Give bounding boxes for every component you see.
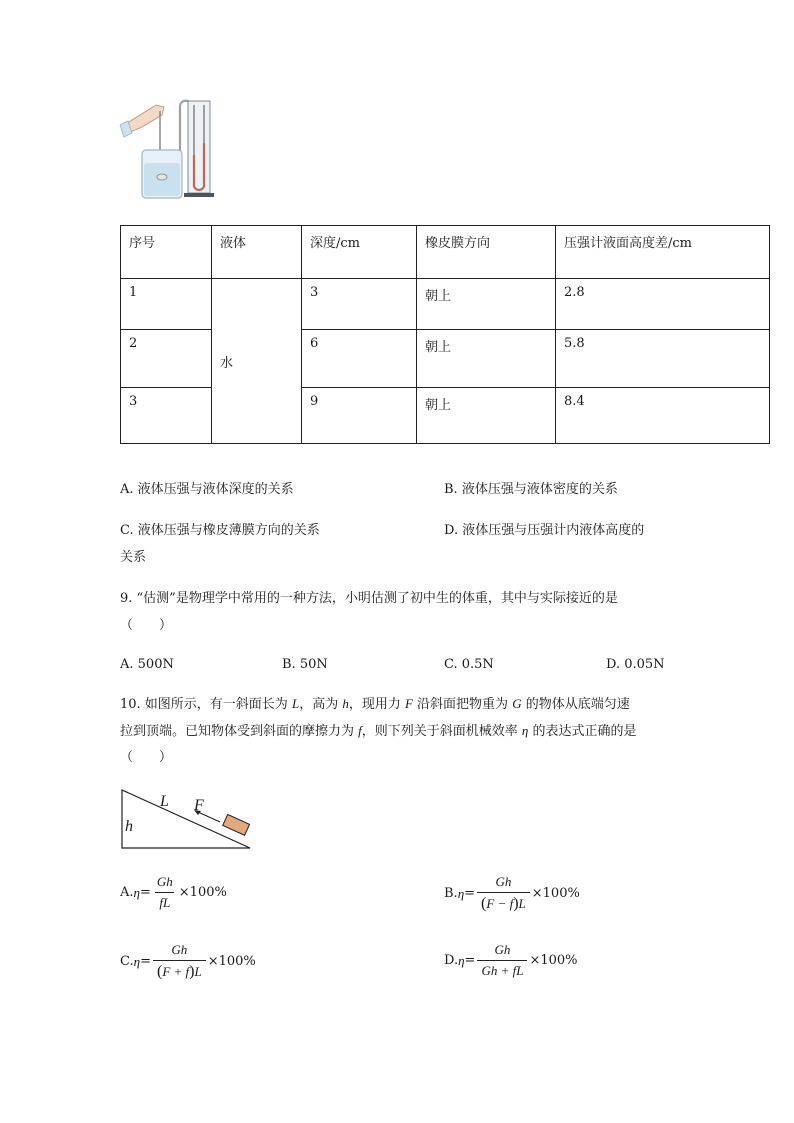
equals-sign: = (464, 953, 476, 968)
var-eta: η (521, 723, 529, 738)
paren-left: ( (156, 963, 163, 980)
var-h: h (342, 696, 349, 711)
incline-plane-figure (118, 788, 258, 852)
fraction (477, 942, 527, 979)
q8-option-d-continued: 关系 (120, 550, 147, 565)
cell-direction: 朝上 (417, 279, 556, 330)
numerator: Gh (495, 874, 512, 889)
q9-option-c: C. 0.5N (444, 657, 494, 672)
percent-suffix: ×100% (207, 954, 256, 969)
cell-depth: 9 (302, 388, 417, 444)
equals-sign: = (139, 885, 151, 900)
denominator-expr: F − f (486, 896, 514, 911)
denominator-tail: L (194, 964, 202, 979)
option-label: C. (120, 954, 134, 969)
q10-option-d (444, 942, 578, 979)
q9-option-b: B. 50N (282, 657, 328, 672)
fraction (153, 874, 177, 911)
paren-right: ) (513, 895, 519, 912)
q10-text: 10. 如图所示，有一斜面长为 (120, 697, 292, 712)
cell-depth: 3 (302, 279, 417, 330)
q8-option-b: B. 液体压强与液体密度的关系 (444, 482, 618, 497)
cell-height: 2.8 (556, 279, 770, 330)
q10-option-b (444, 874, 580, 913)
numerator: Gh (156, 874, 173, 889)
cell-direction: 朝上 (417, 330, 556, 388)
numerator: Gh (494, 942, 511, 957)
equals-sign: = (140, 954, 151, 969)
q10-text: ，则下列关于斜面机械效率 (361, 724, 522, 739)
q9-option-a: A. 500N (120, 657, 174, 672)
option-label: B. (444, 886, 458, 901)
q10-option-c (120, 942, 256, 981)
q10-option-a (120, 874, 227, 911)
q10-text: 拉到顶端。已知物体受到斜面的摩擦力为 (120, 724, 359, 739)
q10-text: 沿斜面把物重为 (412, 697, 513, 712)
q8-option-d: D. 液体压强与压强计内液体高度的 (444, 523, 645, 538)
incline-label-F: F (194, 797, 204, 814)
option-label: A. (120, 885, 134, 900)
incline-label-h: h (125, 818, 133, 835)
manometer-beaker-illustration (118, 95, 228, 205)
option-label: D. (444, 953, 459, 968)
header-index: 序号 (121, 226, 212, 279)
q10-text: ，高为 (299, 697, 343, 712)
q9-answer-blank: （ ） (120, 618, 173, 633)
percent-suffix: ×100% (531, 886, 580, 901)
percent-suffix: ×100% (529, 953, 578, 968)
q10-answer-blank: （ ） (120, 750, 173, 765)
q10-stem-line1 (120, 695, 630, 714)
cell-height: 8.4 (556, 388, 770, 444)
cell-index: 3 (121, 388, 212, 444)
header-liquid: 液体 (212, 226, 302, 279)
q8-option-a: A. 液体压强与液体深度的关系 (120, 482, 294, 497)
q10-text: ，现用力 (348, 697, 405, 712)
fraction (477, 874, 530, 913)
denominator (153, 960, 206, 981)
cell-index: 1 (121, 279, 212, 330)
var-F: F (404, 696, 413, 711)
var-eta: η (457, 885, 465, 901)
cell-height: 5.8 (556, 330, 770, 388)
header-height-difference: 压强计液面高度差/cm (556, 226, 770, 279)
q9-stem: 9. “估测”是物理学中常用的一种方法，小明估测了初中生的体重，其中与实际接近的是 (120, 591, 618, 606)
numerator: Gh (171, 942, 188, 957)
var-eta: η (133, 953, 141, 969)
cell-direction: 朝上 (417, 388, 556, 444)
denominator (477, 892, 530, 913)
denominator-tail: L (518, 896, 526, 911)
experiment-data-table (120, 225, 770, 444)
paren-left: ( (481, 895, 487, 912)
denominator-expr: F + f (162, 964, 190, 979)
percent-suffix: ×100% (178, 885, 227, 900)
q8-option-c: C. 液体压强与橡皮薄膜方向的关系 (120, 523, 320, 538)
q10-text: 的物体从底端匀速 (521, 697, 630, 712)
fraction (153, 942, 206, 981)
var-G: G (512, 696, 522, 711)
denominator: fL (155, 892, 174, 911)
var-L: L (291, 696, 300, 711)
table-header-row (121, 226, 770, 279)
q9-option-d: D. 0.05N (606, 657, 665, 672)
equals-sign: = (464, 886, 476, 901)
incline-label-L: L (160, 793, 169, 810)
table-row (121, 279, 770, 330)
var-eta: η (133, 884, 140, 900)
paren-right: ) (189, 963, 195, 980)
q10-text: 的表达式正确的是 (528, 724, 637, 739)
cell-index: 2 (121, 330, 212, 388)
var-eta: η (458, 952, 465, 968)
cell-depth: 6 (302, 330, 417, 388)
cell-liquid: 水 (212, 279, 302, 444)
q10-stem-line2 (120, 722, 637, 741)
var-f: f (358, 723, 362, 738)
denominator: Gh + fL (477, 960, 527, 979)
header-membrane-direction: 橡皮膜方向 (417, 226, 556, 279)
header-depth: 深度/cm (302, 226, 417, 279)
